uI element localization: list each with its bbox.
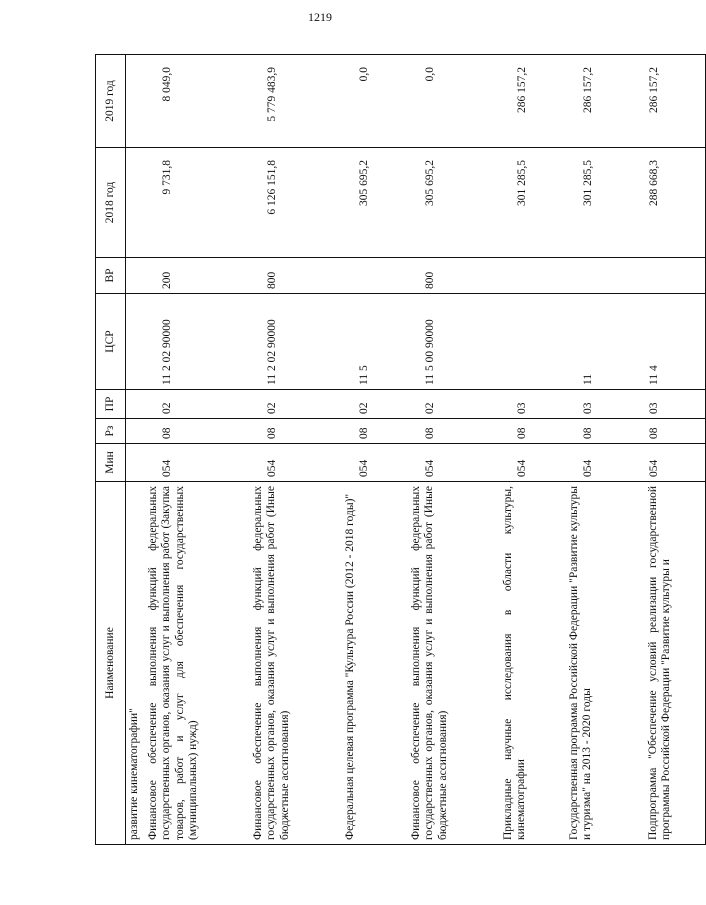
row-name: Федеральная целевая программа "Культура России (2012 - 2018 годы)" (341, 482, 407, 845)
table-row (144, 55, 249, 845)
row-pr: 03 (644, 390, 706, 419)
row-min: 054 (565, 444, 644, 482)
row-csr: 11 5 00 90000 (407, 294, 499, 390)
row-vr (565, 258, 644, 294)
header-pr: ПР (96, 390, 126, 419)
header-min: Мин (96, 444, 126, 482)
page-number: 1219 (308, 10, 332, 24)
row-name: Государственная программа Российской Федерации "Развитие культуры и туризма" на 2013 - 2020 годы (565, 482, 644, 845)
row-min: 054 (249, 444, 341, 482)
row-2019: 8 049,0 (144, 55, 249, 148)
row-name: Прикладные научные исследования в области культуры, кинематографии (499, 482, 565, 845)
row-vr (499, 258, 565, 294)
row-pr: 03 (499, 390, 565, 419)
row-2018: 305 695,2 (407, 148, 499, 258)
row-rz: 08 (644, 419, 706, 444)
row-name: Финансовое обеспечение выполнения функций федеральных государственных органов, оказания услуг и выполнения работ (Иные бюджетные ассигнования) (249, 482, 341, 845)
row-2018: 301 285,5 (499, 148, 565, 258)
budget-table-rotated (95, 55, 672, 845)
table-row (499, 55, 565, 845)
row-vr: 800 (249, 258, 341, 294)
row-2019: 286 157,2 (644, 55, 706, 148)
header-csr: ЦСР (96, 294, 126, 390)
table-row (565, 55, 644, 845)
row-min: 054 (144, 444, 249, 482)
row-rz: 08 (144, 419, 249, 444)
table-row (249, 55, 341, 845)
row-csr: 11 4 (644, 294, 706, 390)
table-row (644, 55, 706, 845)
row-vr (644, 258, 706, 294)
row-2018: 301 285,5 (565, 148, 644, 258)
row-csr: 11 2 02 90000 (249, 294, 341, 390)
row-csr: 11 2 02 90000 (144, 294, 249, 390)
row-name: Подпрограмма "Обеспечение условий реализации государственной программы Российской Федерации "Развитие культуры и (644, 482, 706, 845)
row-csr (499, 294, 565, 390)
header-vr: ВР (96, 258, 126, 294)
row-vr: 800 (407, 258, 499, 294)
row-pr: 02 (341, 390, 407, 419)
table-row-continuation (126, 55, 144, 845)
row-2019: 5 779 483,9 (249, 55, 341, 148)
row-vr (341, 258, 407, 294)
row-2018: 288 668,3 (644, 148, 706, 258)
row-csr: 11 5 (341, 294, 407, 390)
row-2019: 0,0 (407, 55, 499, 148)
row-rz: 08 (565, 419, 644, 444)
row-name: Финансовое обеспечение выполнения функций федеральных государственных органов, оказания услуг и выполнения работ (Иные бюджетные ассигнования) (407, 482, 499, 845)
budget-table (95, 54, 706, 845)
row-min: 054 (341, 444, 407, 482)
row-pr: 02 (407, 390, 499, 419)
row-pr: 03 (565, 390, 644, 419)
header-row (96, 55, 126, 845)
row-2018: 305 695,2 (341, 148, 407, 258)
row-pr: 02 (144, 390, 249, 419)
row-csr: 11 (565, 294, 644, 390)
row-rz: 08 (499, 419, 565, 444)
table-row (341, 55, 407, 845)
continuation-text: развитие кинематографии" (126, 482, 144, 845)
header-name: Наименование (96, 482, 126, 845)
row-min: 054 (499, 444, 565, 482)
header-2019: 2019 год (96, 55, 126, 148)
table-row (407, 55, 499, 845)
header-rz: Рз (96, 419, 126, 444)
header-2018: 2018 год (96, 148, 126, 258)
row-min: 054 (644, 444, 706, 482)
row-2018: 9 731,8 (144, 148, 249, 258)
row-2019: 0,0 (341, 55, 407, 148)
row-2019: 286 157,2 (565, 55, 644, 148)
row-2019: 286 157,2 (499, 55, 565, 148)
row-vr: 200 (144, 258, 249, 294)
row-name: Финансовое обеспечение выполнения функций федеральных государственных органов, оказания услуг и выполнения работ (Закупка товаров, работ и услуг для обеспечения государственных (муниципальных) нужд) (144, 482, 249, 845)
row-rz: 08 (341, 419, 407, 444)
row-pr: 02 (249, 390, 341, 419)
row-2018: 6 126 151,8 (249, 148, 341, 258)
row-rz: 08 (249, 419, 341, 444)
row-min: 054 (407, 444, 499, 482)
row-rz: 08 (407, 419, 499, 444)
